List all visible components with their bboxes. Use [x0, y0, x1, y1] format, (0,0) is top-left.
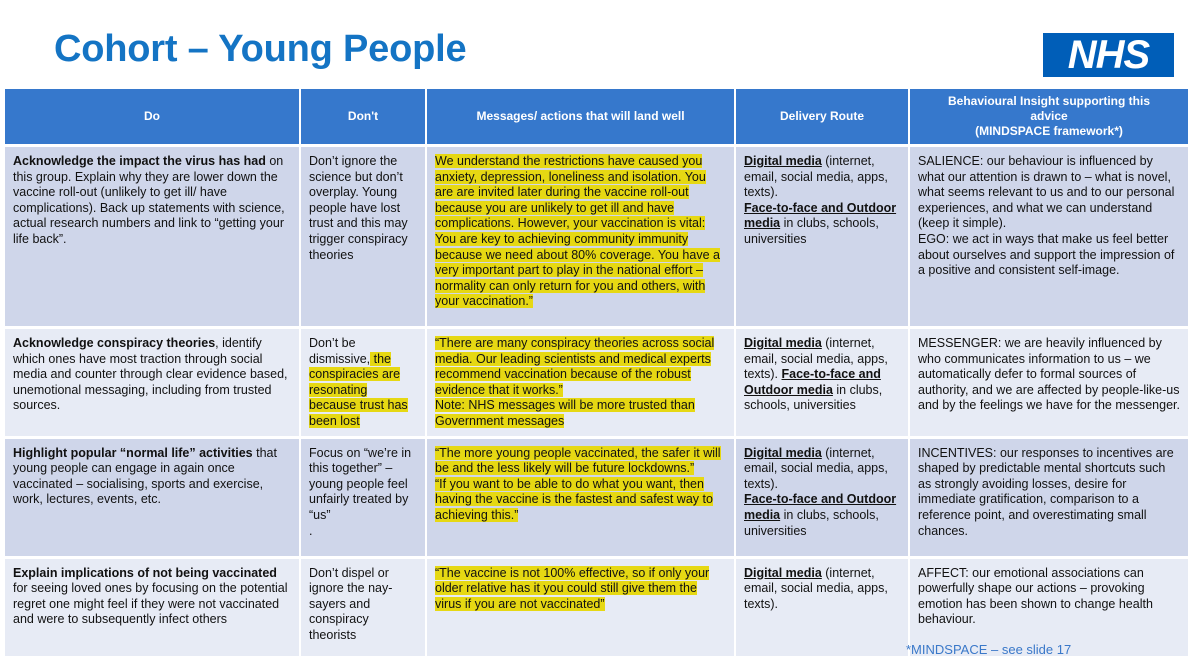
- table-row: [5, 146, 1188, 328]
- insight-cell: [909, 328, 1188, 438]
- digital-media-label: Digital media: [744, 336, 822, 350]
- insight-cell: [909, 146, 1188, 328]
- delivery-cell: [735, 437, 909, 557]
- message-text: “There are many conspiracy theories across social media. Our leading scientists and medical experts recommend vaccination because of the robust evidence that it works.”: [435, 336, 715, 397]
- nhs-logo: NHS: [1043, 33, 1174, 77]
- header-insight: [909, 89, 1188, 146]
- dont-text: Don’t dispel or ignore the nay-sayers and conspiracy theorists: [309, 565, 393, 642]
- table-row: [5, 437, 1188, 557]
- insight-text: INCENTIVES: our responses to incentives are shaped by predictable mental shortcuts such as strongly avoiding losses, desire for immediate gratification, comparison to a reference point, and overestimating small chances.: [918, 445, 1174, 538]
- digital-media-text: (internet, email, social media, apps, texts).: [744, 154, 888, 200]
- do-cell: [5, 557, 300, 656]
- dont-highlight: the conspiracies are resonating because trust has been lost: [309, 351, 408, 428]
- digital-media-text: (internet, email, social media, apps, texts).: [744, 336, 888, 382]
- face-to-face-label: Face-to-face and Outdoor media: [744, 200, 897, 231]
- delivery-cell: [735, 328, 909, 438]
- do-bold: Highlight popular “normal life” activities: [13, 445, 253, 460]
- insight-text: MESSENGER: we are heavily influenced by who communicates information to us – we automatically defer to formal sources of authority, and we are affected by people-like-us and by the feelings we have for the messenger.: [918, 336, 1180, 413]
- dont-text: Don’t be dismissive,: [309, 336, 371, 366]
- mindspace-footnote: *MINDSPACE – see slide 17: [906, 642, 1072, 657]
- do-bold: Acknowledge conspiracy theories: [13, 336, 216, 350]
- face-to-face-label: Face-to-face and Outdoor media: [744, 367, 881, 397]
- digital-media-text: (internet, email, social media, apps, texts).: [744, 445, 888, 491]
- do-bold: Explain implications of not being vaccinated: [13, 565, 277, 580]
- message-cell: [426, 557, 735, 656]
- dont-dot: .: [309, 523, 313, 538]
- digital-media-label: Digital media: [744, 565, 822, 580]
- message-cell: [426, 328, 735, 438]
- message-text-2: “If you want to be able to do what you want, then having the vaccine is the fastest and safest way to achieving this.”: [435, 476, 713, 522]
- dont-text: Don’t ignore the science but don’t overplay. Young people have lost trust and this may trigger conspiracy theories: [309, 154, 408, 262]
- digital-media-text: (internet, email, social media, apps, texts).: [744, 565, 888, 611]
- do-text: for seeing loved ones by focusing on the potential regret one might feel if they were not vaccinated and were to subsequently infect others: [13, 581, 288, 627]
- insight-cell: [909, 557, 1188, 656]
- dont-text: Focus on “we’re in this together” – young people feel unfairly treated by “us”: [309, 445, 412, 522]
- message-note: Note: NHS messages will be more trusted than Government messages: [435, 398, 695, 428]
- header-row: [5, 89, 1188, 146]
- message-cell: [426, 146, 735, 328]
- header-dont: Don't: [300, 89, 426, 146]
- digital-media-label: Digital media: [744, 445, 822, 460]
- dont-cell: [300, 557, 426, 656]
- do-cell: [5, 437, 300, 557]
- message-text: “The more young people vaccinated, the safer it will be and the less likely will be future lockdowns.”: [435, 445, 721, 476]
- face-to-face-text: in clubs, schools, universities: [744, 507, 879, 538]
- header-do: Do: [5, 89, 300, 146]
- dont-cell: [300, 437, 426, 557]
- guidance-table: [5, 89, 1188, 656]
- message-text: We understand the restrictions have caused you anxiety, depression, loneliness and isolation. You are are invited later during the vaccine roll-out because you are unlikely to get ill and have complications. However, your vaccination is vital: You are key to achieving community immunity because we need about 80% coverage. You have a very important part to play in the national effort – normality can only return for you and others, with your vaccination.”: [435, 154, 720, 309]
- do-text: , identify which ones have most traction through social media and counter through clear evidence based, unemotional messaging, including from trusted sources.: [13, 336, 288, 413]
- page-title: Cohort – Young People: [54, 28, 467, 70]
- insight-text: SALIENCE: our behaviour is influenced by what our attention is drawn to – what is novel, what seems relevant to us and to our personal experiences, and what we can understand (keep it simple).: [918, 154, 1175, 231]
- header-insight-line1: Behavioural Insight supporting this: [947, 94, 1150, 108]
- do-text: on this group. Explain why they are lower down the vaccine roll-out (unlikely to get ill/ have complications). Back up statements with science, actual research numbers and link to “getting your life back”.: [13, 154, 285, 246]
- do-cell: [5, 146, 300, 328]
- face-to-face-text: in clubs, schools, universities: [744, 382, 883, 413]
- dont-cell: [300, 146, 426, 328]
- insight-text: EGO: we act in ways that make us feel better about ourselves and support the impression of a positive and consistent self-image.: [918, 231, 1175, 278]
- insight-text: AFFECT: our emotional associations can powerfully shape our actions – provoking emotion has been shown to change health behaviour.: [918, 565, 1153, 627]
- header-insight-line3: (MINDSPACE framework*): [975, 124, 1123, 138]
- header-messages: Messages/ actions that will land well: [426, 89, 735, 146]
- do-text: that young people can engage in again once vaccinated – socialising, sports and exercise, work, lectures, events, etc.: [13, 445, 277, 507]
- dont-cell: [300, 328, 426, 438]
- face-to-face-text: in clubs, schools, universities: [744, 216, 879, 246]
- table-row: [5, 557, 1188, 656]
- digital-media-label: Digital media: [744, 154, 822, 168]
- do-cell: [5, 328, 300, 438]
- face-to-face-label: Face-to-face and Outdoor media: [744, 492, 897, 522]
- message-cell: [426, 437, 735, 557]
- header-insight-line2: advice: [1030, 109, 1068, 123]
- do-bold: Acknowledge the impact the virus has had: [13, 154, 266, 168]
- table-row: [5, 328, 1188, 438]
- insight-cell: [909, 437, 1188, 557]
- delivery-cell: [735, 146, 909, 328]
- delivery-cell: [735, 557, 909, 656]
- header-delivery: Delivery Route: [735, 89, 909, 146]
- message-text: “The vaccine is not 100% effective, so if only your older relative has it you could still give them the virus if you are not vaccinated”: [435, 565, 710, 611]
